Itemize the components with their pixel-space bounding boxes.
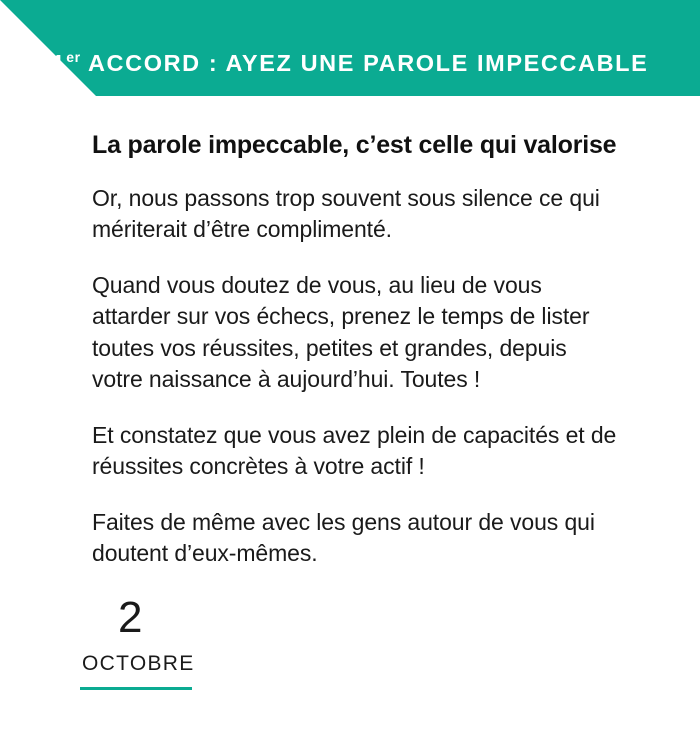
date-underline-rule xyxy=(80,687,192,690)
header-banner xyxy=(0,0,700,96)
body-paragraph: Quand vous doutez de vous, au lieu de vous attarder sur vos échecs, prenez le temps de lister toutes vos réussites, petites et grandes, depuis votre naissance à aujourd’hui. Toutes ! xyxy=(92,271,590,392)
body-paragraph: Or, nous passons trop souvent sous silence ce qui mériterait d’être complimenté. xyxy=(92,184,600,242)
banner-ordinal-number: 1 xyxy=(51,49,67,76)
banner-title xyxy=(0,50,700,75)
banner-ordinal-suffix: er xyxy=(66,49,81,65)
lede-heading: La parole impeccable, c’est celle qui valorise xyxy=(92,131,617,159)
body-paragraph: Faites de même avec les gens autour de vous qui doutent d’eux-mêmes. xyxy=(92,508,595,566)
date-block xyxy=(80,593,280,690)
banner-title-text: ACCORD : AYEZ UNE PAROLE IMPECCABLE xyxy=(80,49,649,76)
date-month: OCTOBRE xyxy=(82,652,195,675)
banner-background-shape xyxy=(0,0,700,96)
date-day: 2 xyxy=(118,593,143,642)
body-paragraph: Et constatez que vous avez plein de capacités et de réussites concrètes à votre actif ! xyxy=(92,421,617,479)
article-content xyxy=(92,130,622,570)
